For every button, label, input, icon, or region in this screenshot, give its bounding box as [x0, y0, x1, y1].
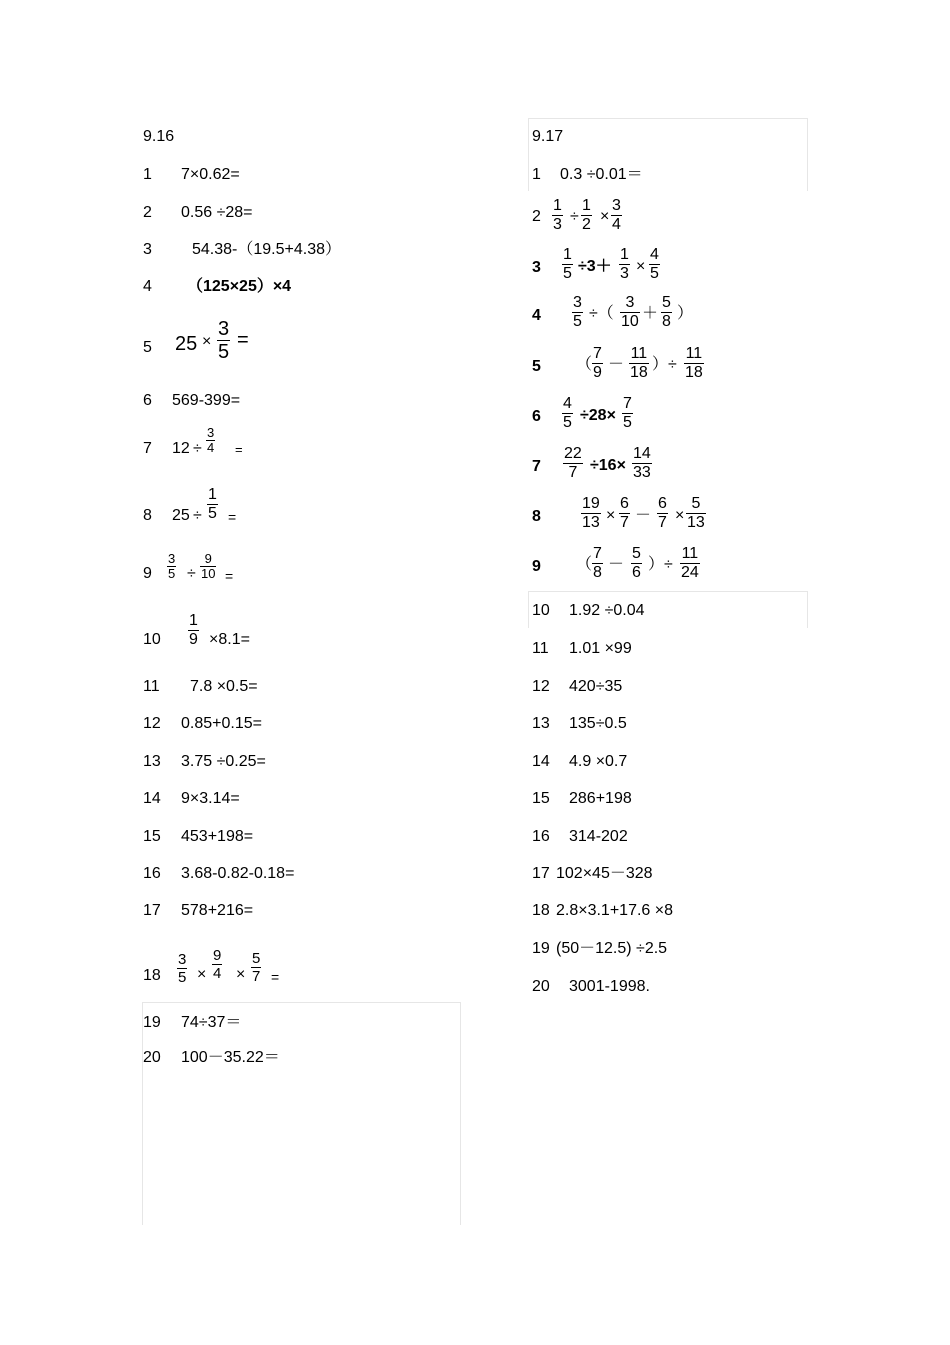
denominator: 9 [593, 364, 602, 381]
item-expression: 453+198= [181, 828, 254, 845]
fraction [619, 246, 630, 283]
item-operator: ÷（ [589, 305, 614, 322]
denominator: 4 [612, 216, 621, 233]
fraction [649, 246, 660, 283]
item-number: 4 [143, 278, 152, 295]
item-number: 14 [143, 790, 161, 807]
item-expression: 4.9 ×0.7 [569, 753, 628, 770]
item-operator: × [600, 208, 610, 225]
denominator: 18 [685, 364, 703, 381]
item-expression: 135÷0.5 [569, 715, 627, 732]
fraction [251, 950, 261, 985]
item-expression: 569-399= [172, 392, 241, 409]
item-tail: ×8.1= [209, 631, 250, 648]
numerator: 1 [553, 197, 562, 214]
item-close: ） [677, 305, 694, 322]
fraction [572, 294, 583, 331]
numerator: 19 [582, 495, 600, 512]
numerator: 3 [207, 425, 215, 440]
item-number: 2 [532, 208, 541, 225]
denominator: 2 [582, 216, 591, 233]
item-operator: － [608, 556, 625, 573]
item-expression: 314-202 [569, 828, 628, 845]
numerator: 6 [620, 495, 629, 512]
item-expression: 100－35.22＝ [181, 1049, 280, 1066]
item-operator: × [606, 507, 616, 524]
item-number: 14 [532, 753, 550, 770]
fraction [611, 197, 622, 234]
fraction [631, 545, 642, 582]
denominator: 33 [633, 464, 651, 481]
item-operator: × [197, 966, 207, 983]
item-number: 17 [532, 865, 550, 882]
fraction [680, 545, 700, 582]
numerator: 1 [620, 246, 629, 263]
numerator: 6 [658, 495, 667, 512]
item-number: 9 [143, 565, 152, 582]
item-expression: 3.68-0.82-0.18= [181, 865, 295, 882]
item-number: 4 [532, 307, 541, 324]
item-expression: 0.56 ÷28= [181, 204, 253, 221]
item-operator: × [202, 333, 212, 350]
item-whole: 12 [172, 440, 190, 457]
numerator: 14 [633, 445, 651, 462]
denominator: 10 [621, 313, 639, 330]
denominator: 5 [573, 313, 582, 330]
item-number: 19 [532, 940, 550, 957]
item-number: 1 [143, 166, 152, 183]
item-middle: ÷28× [580, 407, 616, 424]
numerator: 1 [582, 197, 591, 214]
numerator: 5 [662, 294, 671, 311]
numerator: 1 [189, 612, 198, 629]
item-expression: 578+216= [181, 902, 254, 919]
fraction [684, 345, 704, 382]
denominator: 7 [252, 968, 261, 985]
fraction [581, 197, 592, 234]
fraction [563, 445, 583, 482]
item-number: 6 [532, 408, 541, 425]
item-expression: 286+198 [569, 790, 632, 807]
numerator: 3 [178, 951, 187, 968]
item-number: 9 [532, 558, 541, 575]
item-number: 18 [532, 902, 550, 919]
item-number: 12 [532, 678, 550, 695]
numerator: 9 [213, 947, 222, 964]
fraction [592, 345, 603, 382]
item-expression: （125×25）×4 [187, 278, 292, 295]
item-tail: = [225, 568, 234, 584]
item-number: 6 [143, 392, 152, 409]
numerator: 3 [612, 197, 621, 214]
denominator: 18 [630, 364, 648, 381]
item-operator: ＋ [642, 305, 659, 322]
denominator: 5 [650, 265, 659, 282]
item-operator: ÷ [193, 507, 202, 524]
numerator: 11 [681, 545, 699, 562]
item-number: 16 [143, 865, 161, 882]
item-expression: 3.75 ÷0.25= [181, 753, 266, 770]
numerator: 4 [650, 246, 659, 263]
item-number: 17 [143, 902, 161, 919]
item-tail: = [235, 442, 243, 457]
denominator: 5 [218, 341, 230, 363]
item-number: 15 [143, 828, 161, 845]
item-expression: (50－12.5) ÷2.5 [556, 940, 668, 957]
item-expression: 420÷35 [569, 678, 623, 695]
numerator: 7 [593, 345, 602, 362]
item-number: 5 [532, 358, 541, 375]
numerator: 3 [218, 318, 230, 340]
item-operator: × [236, 966, 246, 983]
numerator: 9 [200, 552, 216, 567]
item-operator: × [675, 507, 685, 524]
fraction [619, 495, 630, 532]
item-number: 12 [143, 715, 161, 732]
fraction [629, 345, 649, 382]
denominator: 8 [662, 313, 671, 330]
fraction [206, 426, 215, 455]
item-expression: 0.85+0.15= [181, 715, 262, 732]
denominator: 7 [658, 514, 667, 531]
numerator: 7 [623, 395, 632, 412]
item-middle: ÷3＋ [578, 258, 612, 275]
denominator: 7 [620, 514, 629, 531]
numerator: 5 [252, 950, 261, 967]
item-operator: × [636, 258, 646, 275]
fraction [552, 197, 563, 234]
item-operator: － [608, 356, 625, 373]
fraction [620, 294, 640, 331]
item-number: 5 [143, 339, 152, 356]
denominator: 5 [168, 566, 176, 581]
item-number: 8 [143, 507, 152, 524]
item-number: 19 [143, 1014, 161, 1031]
fraction [622, 395, 633, 432]
item-number: 13 [532, 715, 550, 732]
item-whole: 25 [175, 333, 198, 355]
numerator: 1 [208, 486, 217, 503]
denominator: 6 [632, 564, 641, 581]
item-expression: 1.92 ÷0.04 [569, 602, 645, 619]
item-close: ）÷ [648, 556, 673, 573]
item-operator: ÷ [193, 440, 202, 457]
numerator: 1 [563, 246, 572, 263]
item-operator: ÷ [570, 208, 579, 225]
item-number: 7 [532, 458, 541, 475]
item-expression: 102×45－328 [556, 865, 653, 882]
item-number: 2 [143, 204, 152, 221]
item-operator: － [635, 507, 652, 524]
item-number: 11 [532, 640, 549, 657]
item-number: 1 [532, 166, 541, 183]
item-close: ）÷ [652, 356, 677, 373]
fraction [212, 947, 222, 982]
denominator: 9 [189, 631, 198, 648]
fraction [177, 951, 187, 986]
item-tail: = [271, 969, 280, 985]
item-number: 10 [532, 602, 550, 619]
item-expression: 74÷37＝ [181, 1014, 242, 1031]
numerator: 3 [620, 294, 640, 313]
left-bottom-box [142, 1002, 461, 1225]
left-date: 9.16 [143, 128, 175, 145]
fraction [632, 445, 652, 482]
denominator: 7 [568, 464, 578, 481]
denominator: 5 [623, 414, 632, 431]
item-number: 10 [143, 631, 161, 648]
item-operator: ÷ [187, 565, 196, 582]
item-number: 20 [532, 978, 550, 995]
denominator: 8 [593, 564, 602, 581]
denominator: 5 [563, 414, 572, 431]
item-expression: 7×0.62= [181, 166, 240, 183]
denominator: 3 [553, 216, 562, 233]
fraction [562, 395, 573, 432]
denominator: 13 [582, 514, 600, 531]
numerator: 5 [686, 495, 706, 514]
denominator: 24 [681, 564, 699, 581]
fraction [207, 486, 218, 523]
item-number: 7 [143, 440, 152, 457]
item-expression: 0.3 ÷0.01＝ [560, 166, 643, 183]
item-number: 3 [143, 241, 152, 258]
item-number: 3 [532, 259, 541, 276]
denominator: 10 [201, 566, 216, 581]
numerator: 4 [563, 395, 572, 412]
item-number: 20 [143, 1049, 161, 1066]
item-expression: 3001-1998. [569, 978, 650, 995]
item-open: （ [576, 556, 593, 573]
numerator: 22 [564, 445, 582, 462]
denominator: 3 [620, 265, 629, 282]
fraction [562, 246, 573, 283]
item-expression: 2.8×3.1+17.6 ×8 [556, 902, 673, 919]
fraction [581, 495, 601, 532]
fraction [657, 495, 668, 532]
item-expression: 54.38-（19.5+4.38） [192, 241, 341, 258]
numerator: 7 [593, 545, 602, 562]
numerator: 11 [685, 345, 703, 362]
item-expression: 9×3.14= [181, 790, 240, 807]
right-date: 9.17 [532, 128, 564, 145]
fraction [661, 294, 672, 331]
numerator: 5 [632, 545, 641, 562]
item-whole: 25 [172, 507, 190, 524]
fraction [167, 552, 176, 581]
numerator: 3 [168, 551, 176, 566]
item-number: 13 [143, 753, 161, 770]
item-middle: ÷16× [590, 457, 626, 474]
denominator: 13 [687, 514, 705, 531]
item-expression: 7.8 ×0.5= [190, 678, 258, 695]
numerator: 11 [630, 345, 648, 362]
denominator: 5 [208, 505, 217, 522]
item-number: 16 [532, 828, 550, 845]
item-number: 18 [143, 967, 161, 984]
item-tail: = [228, 509, 237, 525]
denominator: 5 [563, 265, 572, 282]
numerator: 3 [573, 294, 582, 311]
denominator: 4 [213, 965, 222, 982]
fraction [592, 545, 603, 582]
item-open: （ [576, 356, 593, 373]
fraction [217, 318, 230, 363]
item-number: 11 [143, 678, 160, 695]
item-expression: 1.01 ×99 [569, 640, 632, 657]
fraction [200, 552, 216, 581]
item-number: 8 [532, 508, 541, 525]
item-tail: = [237, 329, 249, 351]
fraction [686, 495, 706, 532]
denominator: 4 [207, 440, 215, 455]
item-number: 15 [532, 790, 550, 807]
denominator: 5 [178, 969, 187, 986]
fraction [188, 612, 199, 649]
